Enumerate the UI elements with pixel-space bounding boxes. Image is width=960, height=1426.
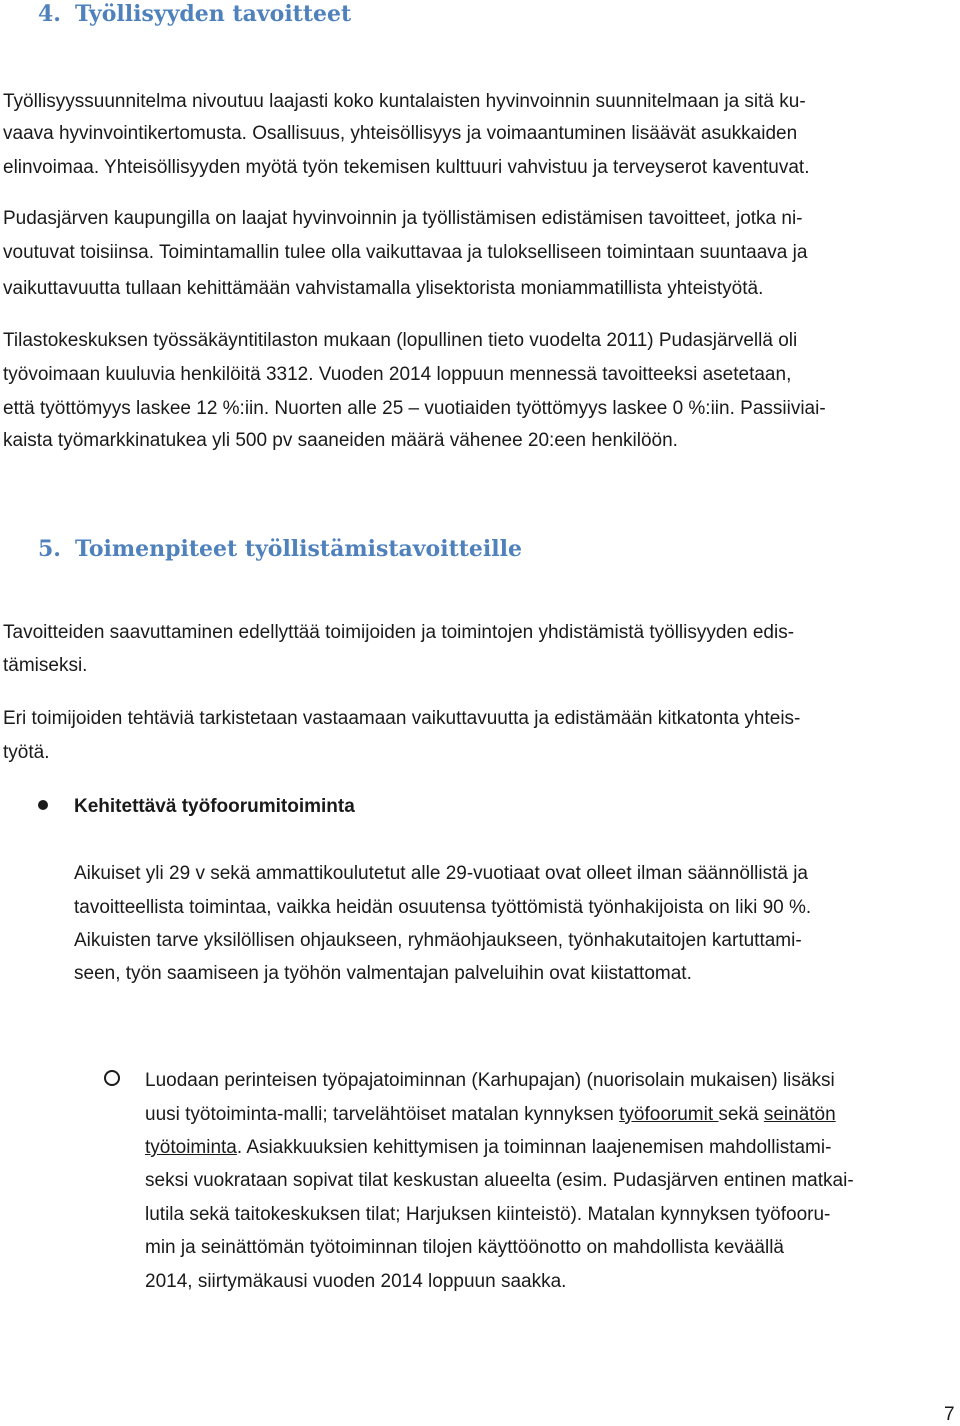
sub-item-line: min ja seinättömän työtoiminnan tilojen käyttöönotto on mahdollista keväällä bbox=[145, 1237, 784, 1258]
paragraph-line: vaikuttavuutta tullaan kehittämään vahvistamalla ylisektorista moniammatillista yhteistyötä. bbox=[3, 278, 764, 299]
bullet-title: Kehitettävä työfoorumitoiminta bbox=[74, 796, 355, 817]
sub-item-text: uusi työtoiminta-malli; tarvelähtöiset matalan kynnyksen bbox=[145, 1104, 620, 1125]
bullet-paragraph-line: Aikuisten tarve yksilöllisen ohjaukseen, ryhmäohjaukseen, työnhakutaitojen kartuttami- bbox=[74, 930, 802, 951]
paragraph-line: tämiseksi. bbox=[3, 655, 88, 676]
section-5-heading bbox=[38, 535, 522, 563]
paragraph-line: elinvoimaa. Yhteisöllisyyden myötä työn tekemisen kulttuuri vahvistuu ja terveyserot kaventuvat. bbox=[3, 157, 810, 178]
paragraph-line: Tilastokeskuksen työssäkäyntitilaston mukaan (lopullinen tieto vuodelta 2011) Pudasjärvellä oli bbox=[3, 330, 798, 351]
section-4-number: 4. bbox=[38, 1, 61, 27]
paragraph-line: Pudasjärven kaupungilla on laajat hyvinvoinnin ja työllistämisen edistämisen tavoitteet, jotka ni- bbox=[3, 208, 803, 229]
sub-item-line: Luodaan perinteisen työpajatoiminnan (Karhupajan) (nuorisolain mukaisen) lisäksi bbox=[145, 1070, 835, 1091]
paragraph-line: Tavoitteiden saavuttaminen edellyttää toimijoiden ja toimintojen yhdistämistä työllisyyden edis- bbox=[3, 622, 795, 643]
seinaton-link: seinätön bbox=[763, 1104, 836, 1125]
sub-item-line: 2014, siirtymäkausi vuoden 2014 loppuun saakka. bbox=[145, 1271, 567, 1292]
sub-item-line bbox=[145, 1103, 836, 1127]
page-number: 7 bbox=[944, 1404, 955, 1425]
sub-item-line: lutila sekä taitokeskuksen tilat; Harjuksen kiinteistö). Matalan kynnyksen työfooru- bbox=[145, 1204, 831, 1225]
paragraph-line: Eri toimijoiden tehtäviä tarkistetaan vastaamaan vaikuttavuutta ja edistämään kitkatonta yhteis- bbox=[3, 708, 801, 729]
section-5-number: 5. bbox=[38, 536, 61, 562]
bullet-icon bbox=[38, 800, 48, 810]
paragraph-line: työvoimaan kuuluvia henkilöitä 3312. Vuoden 2014 loppuun mennessä tavoitteeksi asetetaan, bbox=[3, 364, 792, 385]
section-4-title: Työllisyyden tavoitteet bbox=[74, 1, 352, 27]
paragraph-line: työtä. bbox=[3, 742, 50, 763]
section-5-title: Toimenpiteet työllistämistavoitteille bbox=[74, 536, 522, 562]
sub-item-text: sekä bbox=[718, 1104, 764, 1125]
sub-item-line bbox=[145, 1136, 831, 1160]
bullet-paragraph-line: seen, työn saamiseen ja työhön valmentajan palveluihin ovat kiistattomat. bbox=[74, 963, 692, 984]
sub-item-text: . Asiakkuuksien kehittymisen ja toiminnan laajenemisen mahdollistami- bbox=[236, 1137, 832, 1158]
sub-bullet-circle-icon bbox=[104, 1070, 120, 1086]
paragraph-line: vaava hyvinvointikertomusta. Osallisuus, yhteisöllisyys ja voimaantuminen lisäävät asukkaiden bbox=[3, 123, 798, 144]
paragraph-line: voutuvat toisiinsa. Toimintamallin tulee olla vaikuttavaa ja tulokselliseen toimintaan suuntaava ja bbox=[3, 242, 808, 263]
tyofoorumit-link: työfoorumit bbox=[619, 1104, 719, 1125]
bullet-paragraph-line: Aikuiset yli 29 v sekä ammattikoulutetut alle 29-vuotiaat ovat olleet ilman säännöllistä ja bbox=[74, 863, 808, 884]
tyotoiminta-link: työtoiminta bbox=[145, 1137, 237, 1158]
paragraph-line: Työllisyyssuunnitelma nivoutuu laajasti koko kuntalaisten hyvinvoinnin suunnitelmaan ja sitä ku- bbox=[3, 91, 806, 112]
paragraph-line: kaista työmarkkinatukea yli 500 pv saaneiden määrä vähenee 20:een henkilöön. bbox=[3, 430, 678, 451]
sub-item-line: seksi vuokrataan sopivat tilat keskustan alueelta (esim. Pudasjärven entinen matkai- bbox=[145, 1170, 854, 1191]
paragraph-line: että työttömyys laskee 12 %:iin. Nuorten alle 25 – vuotiaiden työttömyys laskee 0 %:iin. Passiiviai- bbox=[3, 398, 826, 419]
section-4-heading bbox=[38, 0, 351, 28]
bullet-paragraph-line: tavoitteellista toimintaa, vaikka heidän osuutensa työttömistä työnhakijoista on liki 90 %. bbox=[74, 897, 812, 918]
